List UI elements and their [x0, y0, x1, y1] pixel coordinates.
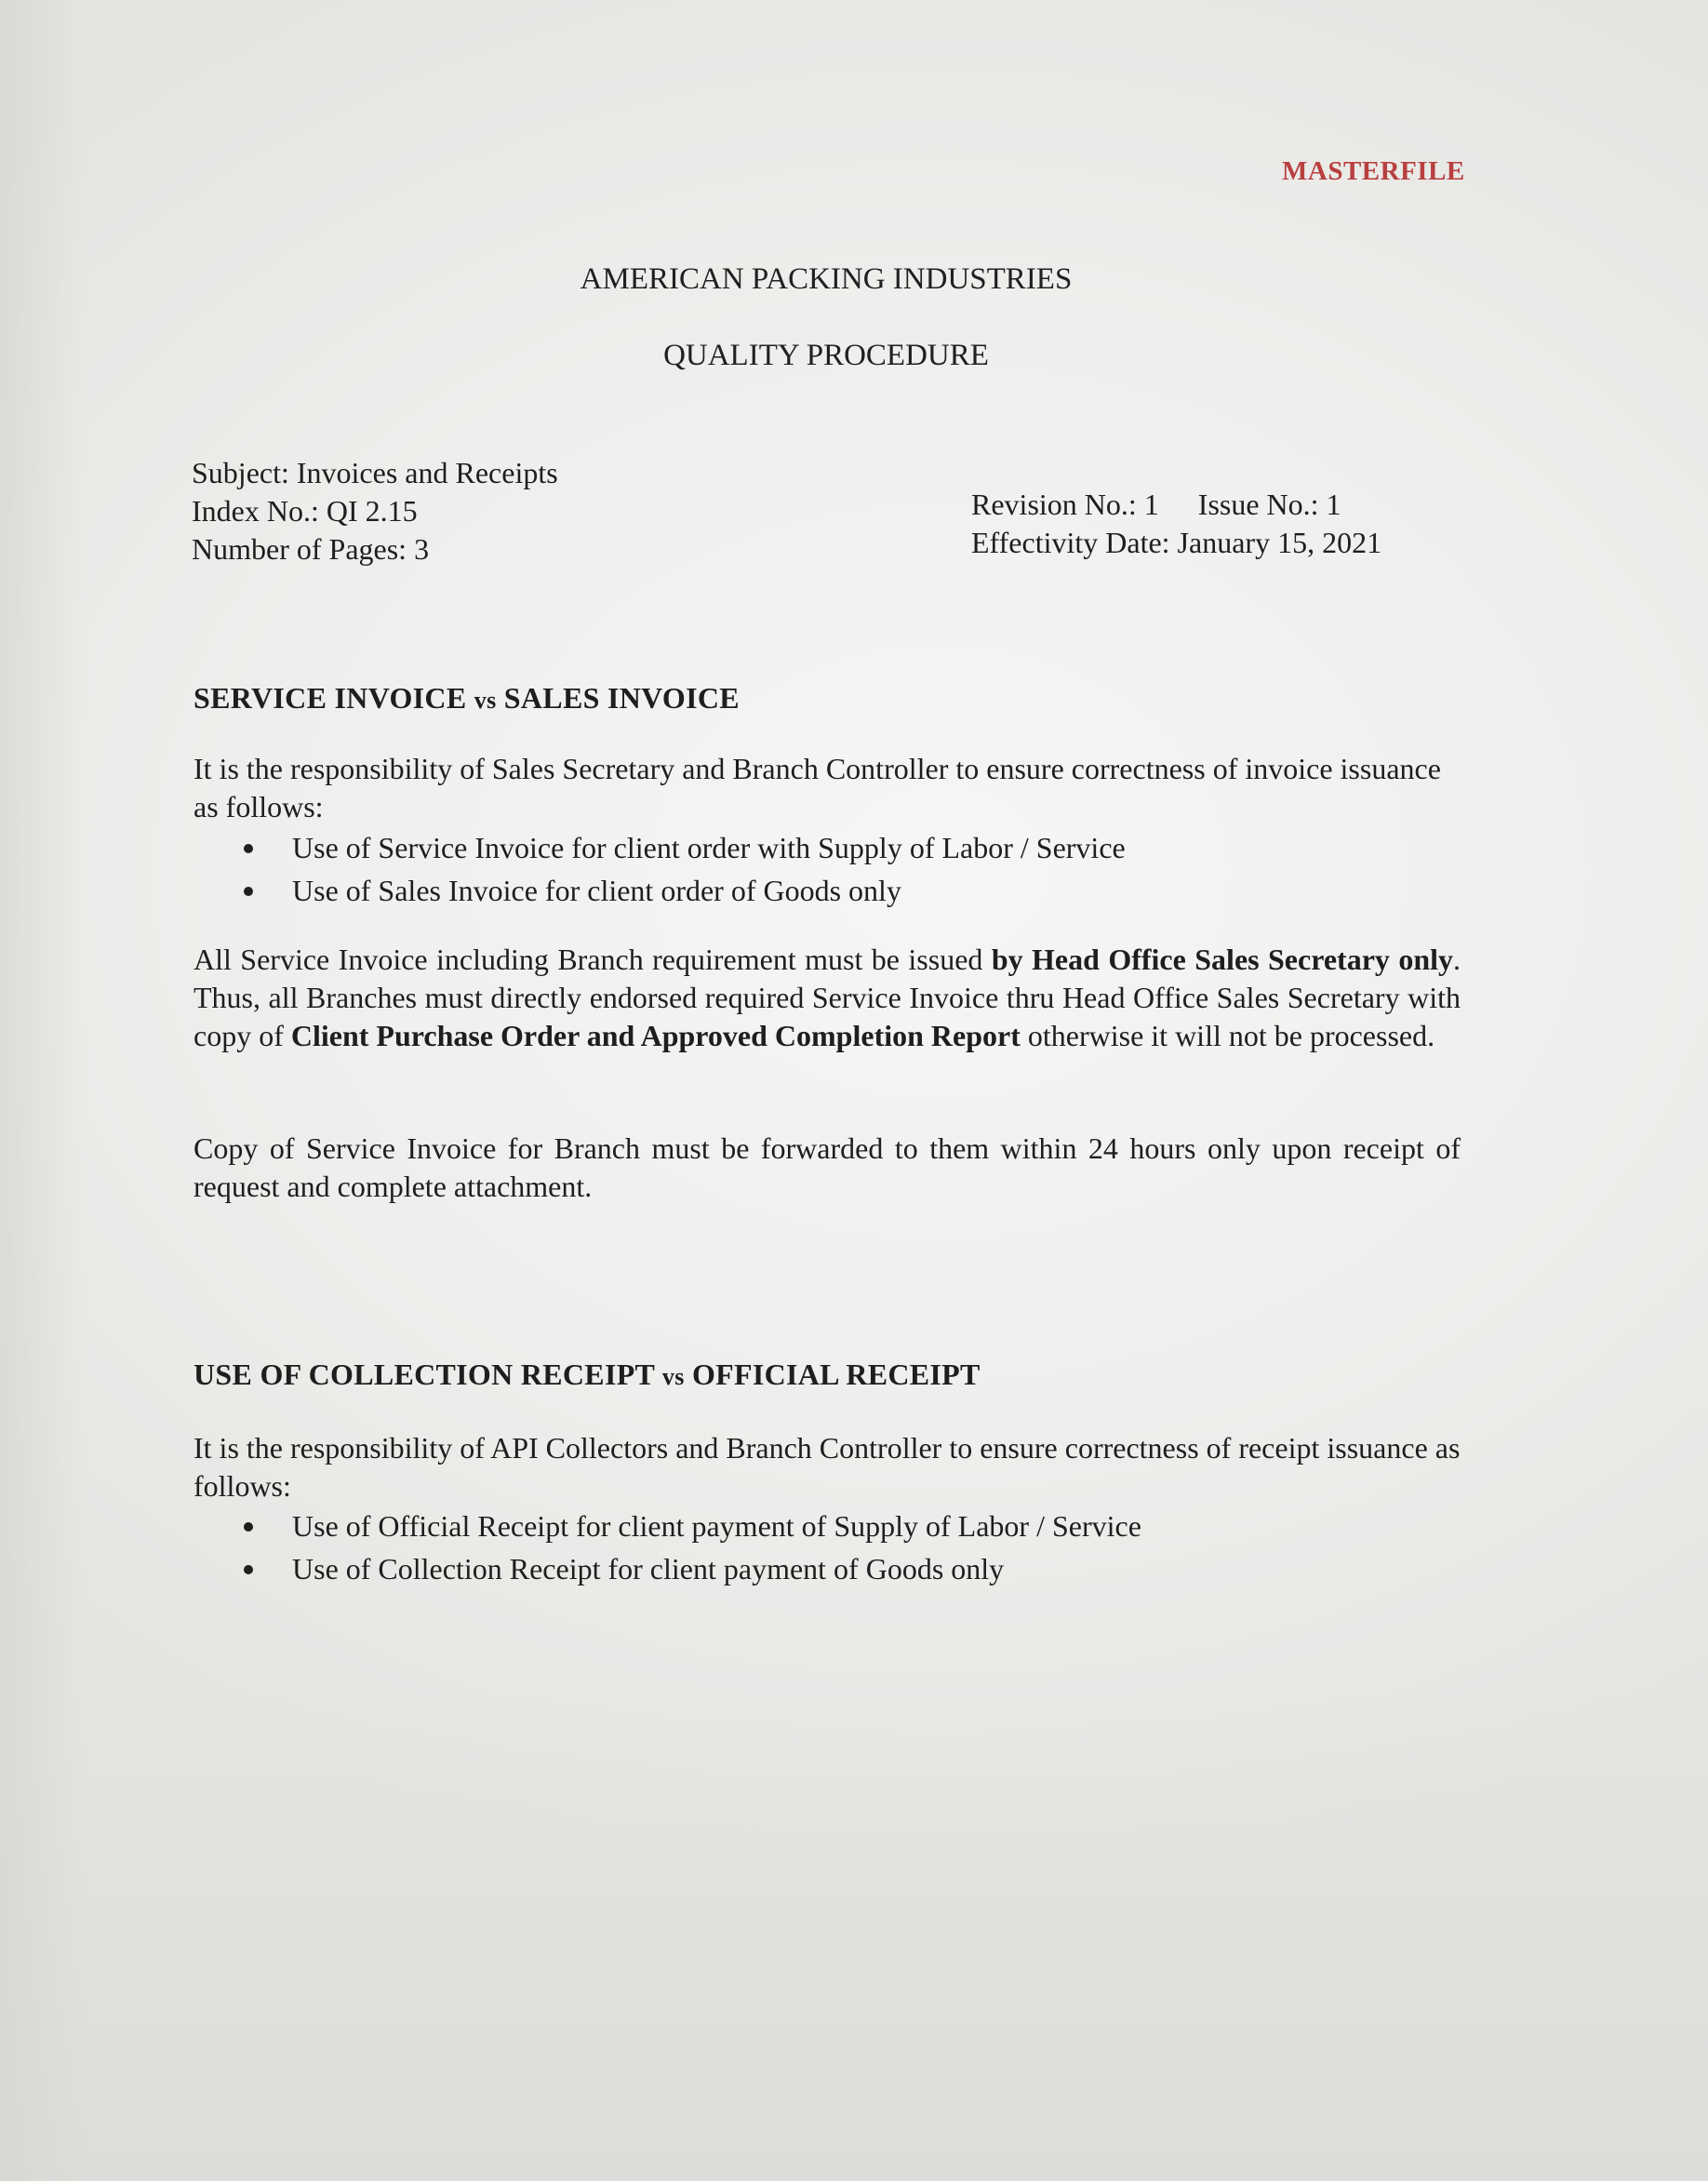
document-type: QUALITY PROCEDURE	[663, 339, 989, 372]
list-item: Use of Official Receipt for client payment of Supply of Labor / Service	[240, 1505, 1141, 1547]
revision-issue-line	[971, 486, 1381, 524]
number-of-pages: Number of Pages: 3	[192, 532, 430, 566]
list-item: Use of Service Invoice for client order with Supply of Labor / Service	[240, 826, 1126, 869]
section-title-vs: vs	[474, 687, 497, 714]
receipt-bullet-list	[240, 1505, 1141, 1590]
paragraph-text: . Thus, all Branches must directly endorsed required Service Invoice thru Head Office Sales Secretary with copy of	[193, 943, 1461, 1052]
section-title-part: USE OF COLLECTION RECEIPT	[193, 1358, 662, 1391]
section-title-vs: vs	[661, 1363, 685, 1390]
list-item: Use of Collection Receipt for client payment of Goods only	[240, 1547, 1141, 1590]
organization-name: AMERICAN PACKING INDUSTRIES	[580, 262, 1073, 296]
paragraph-text: All Service Invoice including Branch requirement must be issued	[193, 943, 992, 976]
issue-number: Issue No.: 1	[1197, 488, 1341, 521]
emphasis-text: Client Purchase Order and Approved Completion Report	[290, 1019, 1021, 1052]
invoice-bullet-list	[240, 826, 1126, 912]
section-title-receipts	[193, 1358, 981, 1392]
section-title-part: OFFICIAL RECEIPT	[684, 1358, 981, 1391]
emphasis-text: by Head Office Sales Secretary only	[991, 943, 1454, 976]
receipt-intro-paragraph: It is the responsibility of API Collectors and Branch Controller to ensure correctness of receipt issuance as follows:	[193, 1431, 1461, 1503]
list-item: Use of Sales Invoice for client order of Goods only	[240, 869, 1126, 912]
index-number: Index No.: QI 2.15	[192, 494, 418, 528]
section-title-part: SERVICE INVOICE	[193, 681, 474, 715]
revision-number: Revision No.: 1	[971, 488, 1159, 521]
effectivity-date: Effectivity Date: January 15, 2021	[971, 526, 1382, 559]
document-meta-right	[971, 486, 1381, 562]
document-meta-left	[192, 454, 558, 569]
service-invoice-issuance-paragraph	[193, 941, 1461, 1055]
branch-copy-paragraph: Copy of Service Invoice for Branch must be forwarded to them within 24 hours only upon receipt of request and complete attachment.	[193, 1131, 1461, 1203]
masterfile-stamp: MASTERFILE	[1282, 156, 1465, 186]
subject-line: Subject: Invoices and Receipts	[192, 456, 558, 489]
paragraph-text: otherwise it will not be processed.	[1020, 1019, 1435, 1052]
section-title-invoices	[193, 681, 740, 716]
section-title-part: SALES INVOICE	[496, 681, 740, 715]
invoice-intro-paragraph: It is the responsibility of Sales Secretary and Branch Controller to ensure correctness of invoice issuance as follows:	[193, 752, 1441, 823]
